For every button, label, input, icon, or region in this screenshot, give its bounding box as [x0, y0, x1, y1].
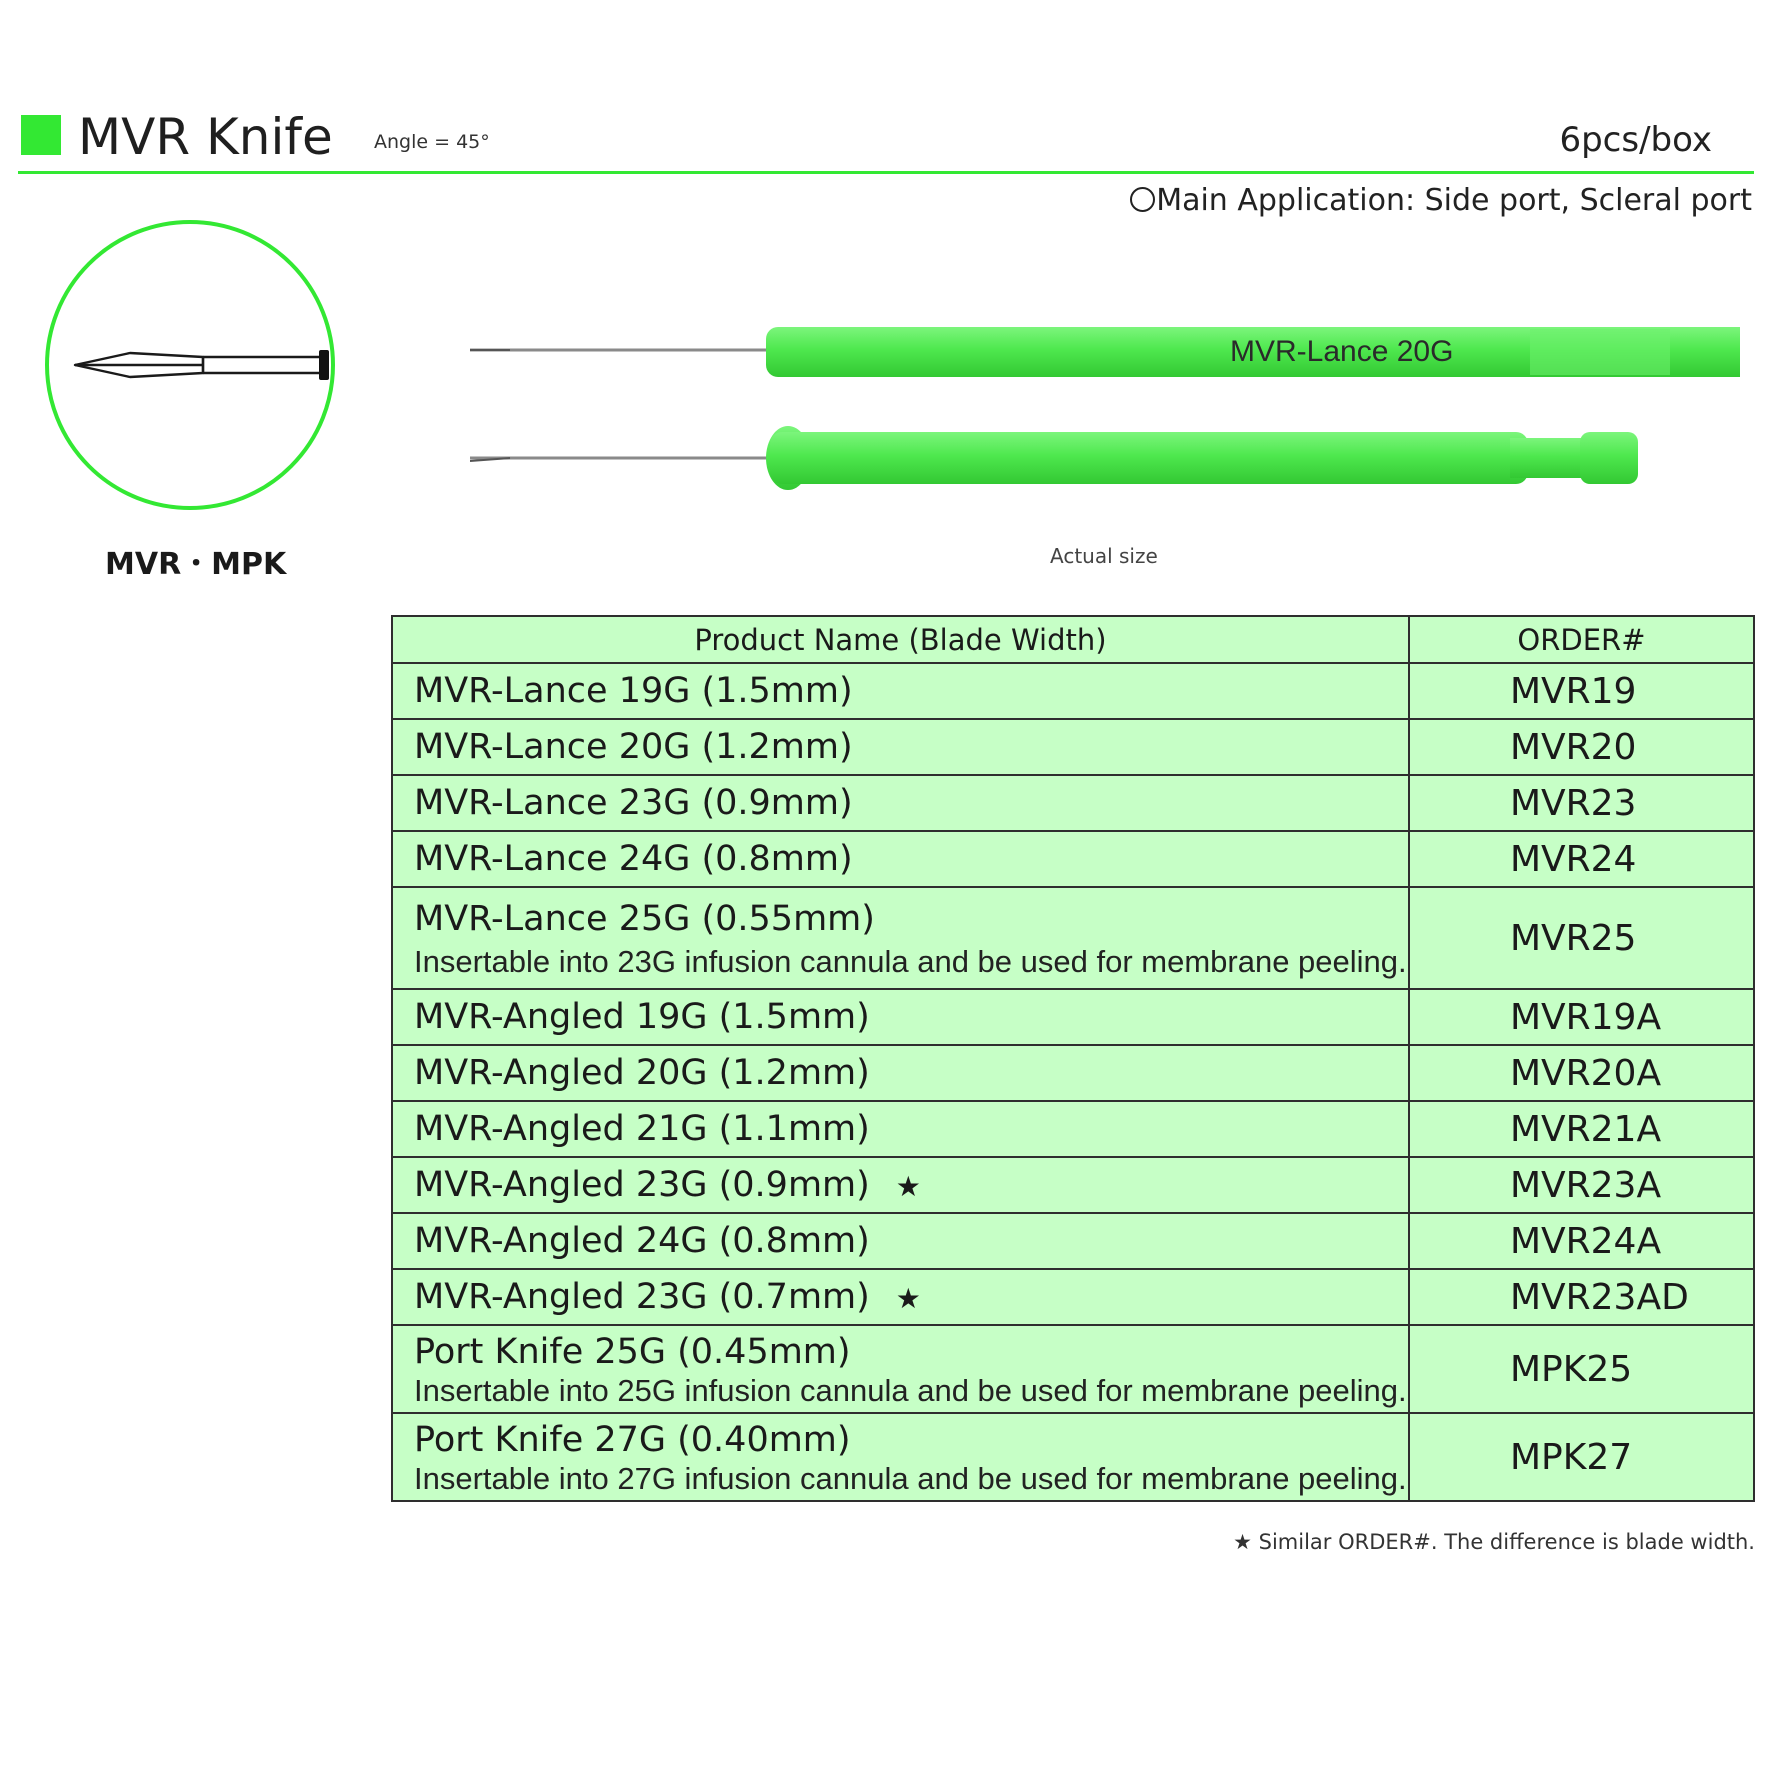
title-marker-square	[21, 115, 61, 155]
order-number: MVR23A	[1409, 1157, 1754, 1213]
product-name: MVR-Lance 19G (1.5mm)	[414, 671, 853, 711]
order-number: MVR23AD	[1409, 1269, 1754, 1325]
table-row	[392, 831, 1754, 887]
table-row	[392, 1325, 1754, 1413]
star-icon: ★	[895, 1282, 921, 1315]
order-number: MVR23	[1409, 775, 1754, 831]
actual-size-caption: Actual size	[1050, 544, 1158, 568]
product-name-cell	[392, 989, 1409, 1045]
order-number: MPK25	[1409, 1325, 1754, 1413]
angle-spec: Angle = 45°	[374, 131, 490, 153]
product-note: Insertable into 23G infusion cannula and be used for membrane peeling.	[414, 944, 1407, 979]
product-name-cell	[392, 887, 1409, 989]
table-row	[392, 1101, 1754, 1157]
column-header-order: ORDER#	[1409, 616, 1754, 663]
product-name: MVR-Angled 20G (1.2mm)	[414, 1053, 870, 1093]
handle-label-band	[1530, 329, 1670, 375]
product-name-cell	[392, 1157, 1409, 1213]
product-name-cell	[392, 775, 1409, 831]
instrument-photos	[470, 305, 1740, 505]
table-row	[392, 1157, 1754, 1213]
product-note: Insertable into 25G infusion cannula and be used for membrane peeling.	[414, 1373, 1407, 1408]
table-row	[392, 989, 1754, 1045]
product-name: MVR-Angled 23G (0.7mm)	[414, 1277, 870, 1317]
product-name: Port Knife 27G (0.40mm)	[414, 1420, 851, 1460]
hub-collar	[319, 350, 329, 380]
instrument-label: MVR-Lance 20G	[1230, 335, 1454, 368]
circle-bullet-icon	[1130, 187, 1155, 212]
handle-neck	[1510, 438, 1590, 478]
product-table	[391, 615, 1755, 1502]
product-note: Insertable into 27G infusion cannula and be used for membrane peeling.	[414, 1461, 1407, 1496]
footnote: ★ Similar ORDER#. The difference is blade width.	[1233, 1530, 1755, 1554]
product-name: MVR-Lance 23G (0.9mm)	[414, 783, 853, 823]
product-name-cell	[392, 663, 1409, 719]
pack-quantity: 6pcs/box	[1559, 120, 1712, 160]
product-name: MVR-Angled 19G (1.5mm)	[414, 997, 870, 1037]
table-row	[392, 1045, 1754, 1101]
order-number: MVR20A	[1409, 1045, 1754, 1101]
blade-tip-illustration	[45, 220, 335, 510]
product-name: MVR-Lance 25G (0.55mm)	[414, 899, 875, 939]
product-name-cell	[392, 719, 1409, 775]
table-row	[392, 663, 1754, 719]
main-application-text: Main Application: Side port, Scleral port	[1156, 183, 1752, 218]
product-name-cell	[392, 831, 1409, 887]
table-row	[392, 887, 1754, 989]
page-title: MVR Knife	[78, 108, 333, 166]
order-number: MVR24A	[1409, 1213, 1754, 1269]
order-number: MVR19A	[1409, 989, 1754, 1045]
order-number: MVR20	[1409, 719, 1754, 775]
order-number: MVR24	[1409, 831, 1754, 887]
main-application	[1130, 181, 1752, 221]
table-row	[392, 1269, 1754, 1325]
illustration-caption: MVR・MPK	[105, 547, 287, 582]
product-name: MVR-Angled 21G (1.1mm)	[414, 1109, 870, 1149]
instrument-handle	[770, 432, 1528, 484]
star-icon: ★	[895, 1170, 921, 1203]
header-divider	[18, 171, 1754, 174]
product-name-cell	[392, 1325, 1409, 1413]
product-name-cell	[392, 1413, 1409, 1501]
order-number: MVR25	[1409, 887, 1754, 989]
product-name: MVR-Lance 24G (0.8mm)	[414, 839, 853, 879]
product-name-cell	[392, 1269, 1409, 1325]
product-name: Port Knife 25G (0.45mm)	[414, 1332, 851, 1372]
product-name-cell	[392, 1101, 1409, 1157]
order-number: MVR19	[1409, 663, 1754, 719]
table-row	[392, 719, 1754, 775]
column-header-product-name: Product Name (Blade Width)	[392, 616, 1409, 663]
product-name: MVR-Lance 20G (1.2mm)	[414, 727, 853, 767]
product-name: MVR-Angled 23G (0.9mm)	[414, 1165, 870, 1205]
product-name-cell	[392, 1045, 1409, 1101]
order-number: MVR21A	[1409, 1101, 1754, 1157]
product-name: MVR-Angled 24G (0.8mm)	[414, 1221, 870, 1261]
mvr-angled	[470, 426, 1638, 490]
table-row	[392, 1413, 1754, 1501]
table-row	[392, 775, 1754, 831]
table-row	[392, 1213, 1754, 1269]
order-number: MPK27	[1409, 1413, 1754, 1501]
mvr-lance-straight	[470, 327, 1740, 377]
table-header-row	[392, 616, 1754, 663]
product-name-cell	[392, 1213, 1409, 1269]
handle-end	[1580, 432, 1638, 484]
